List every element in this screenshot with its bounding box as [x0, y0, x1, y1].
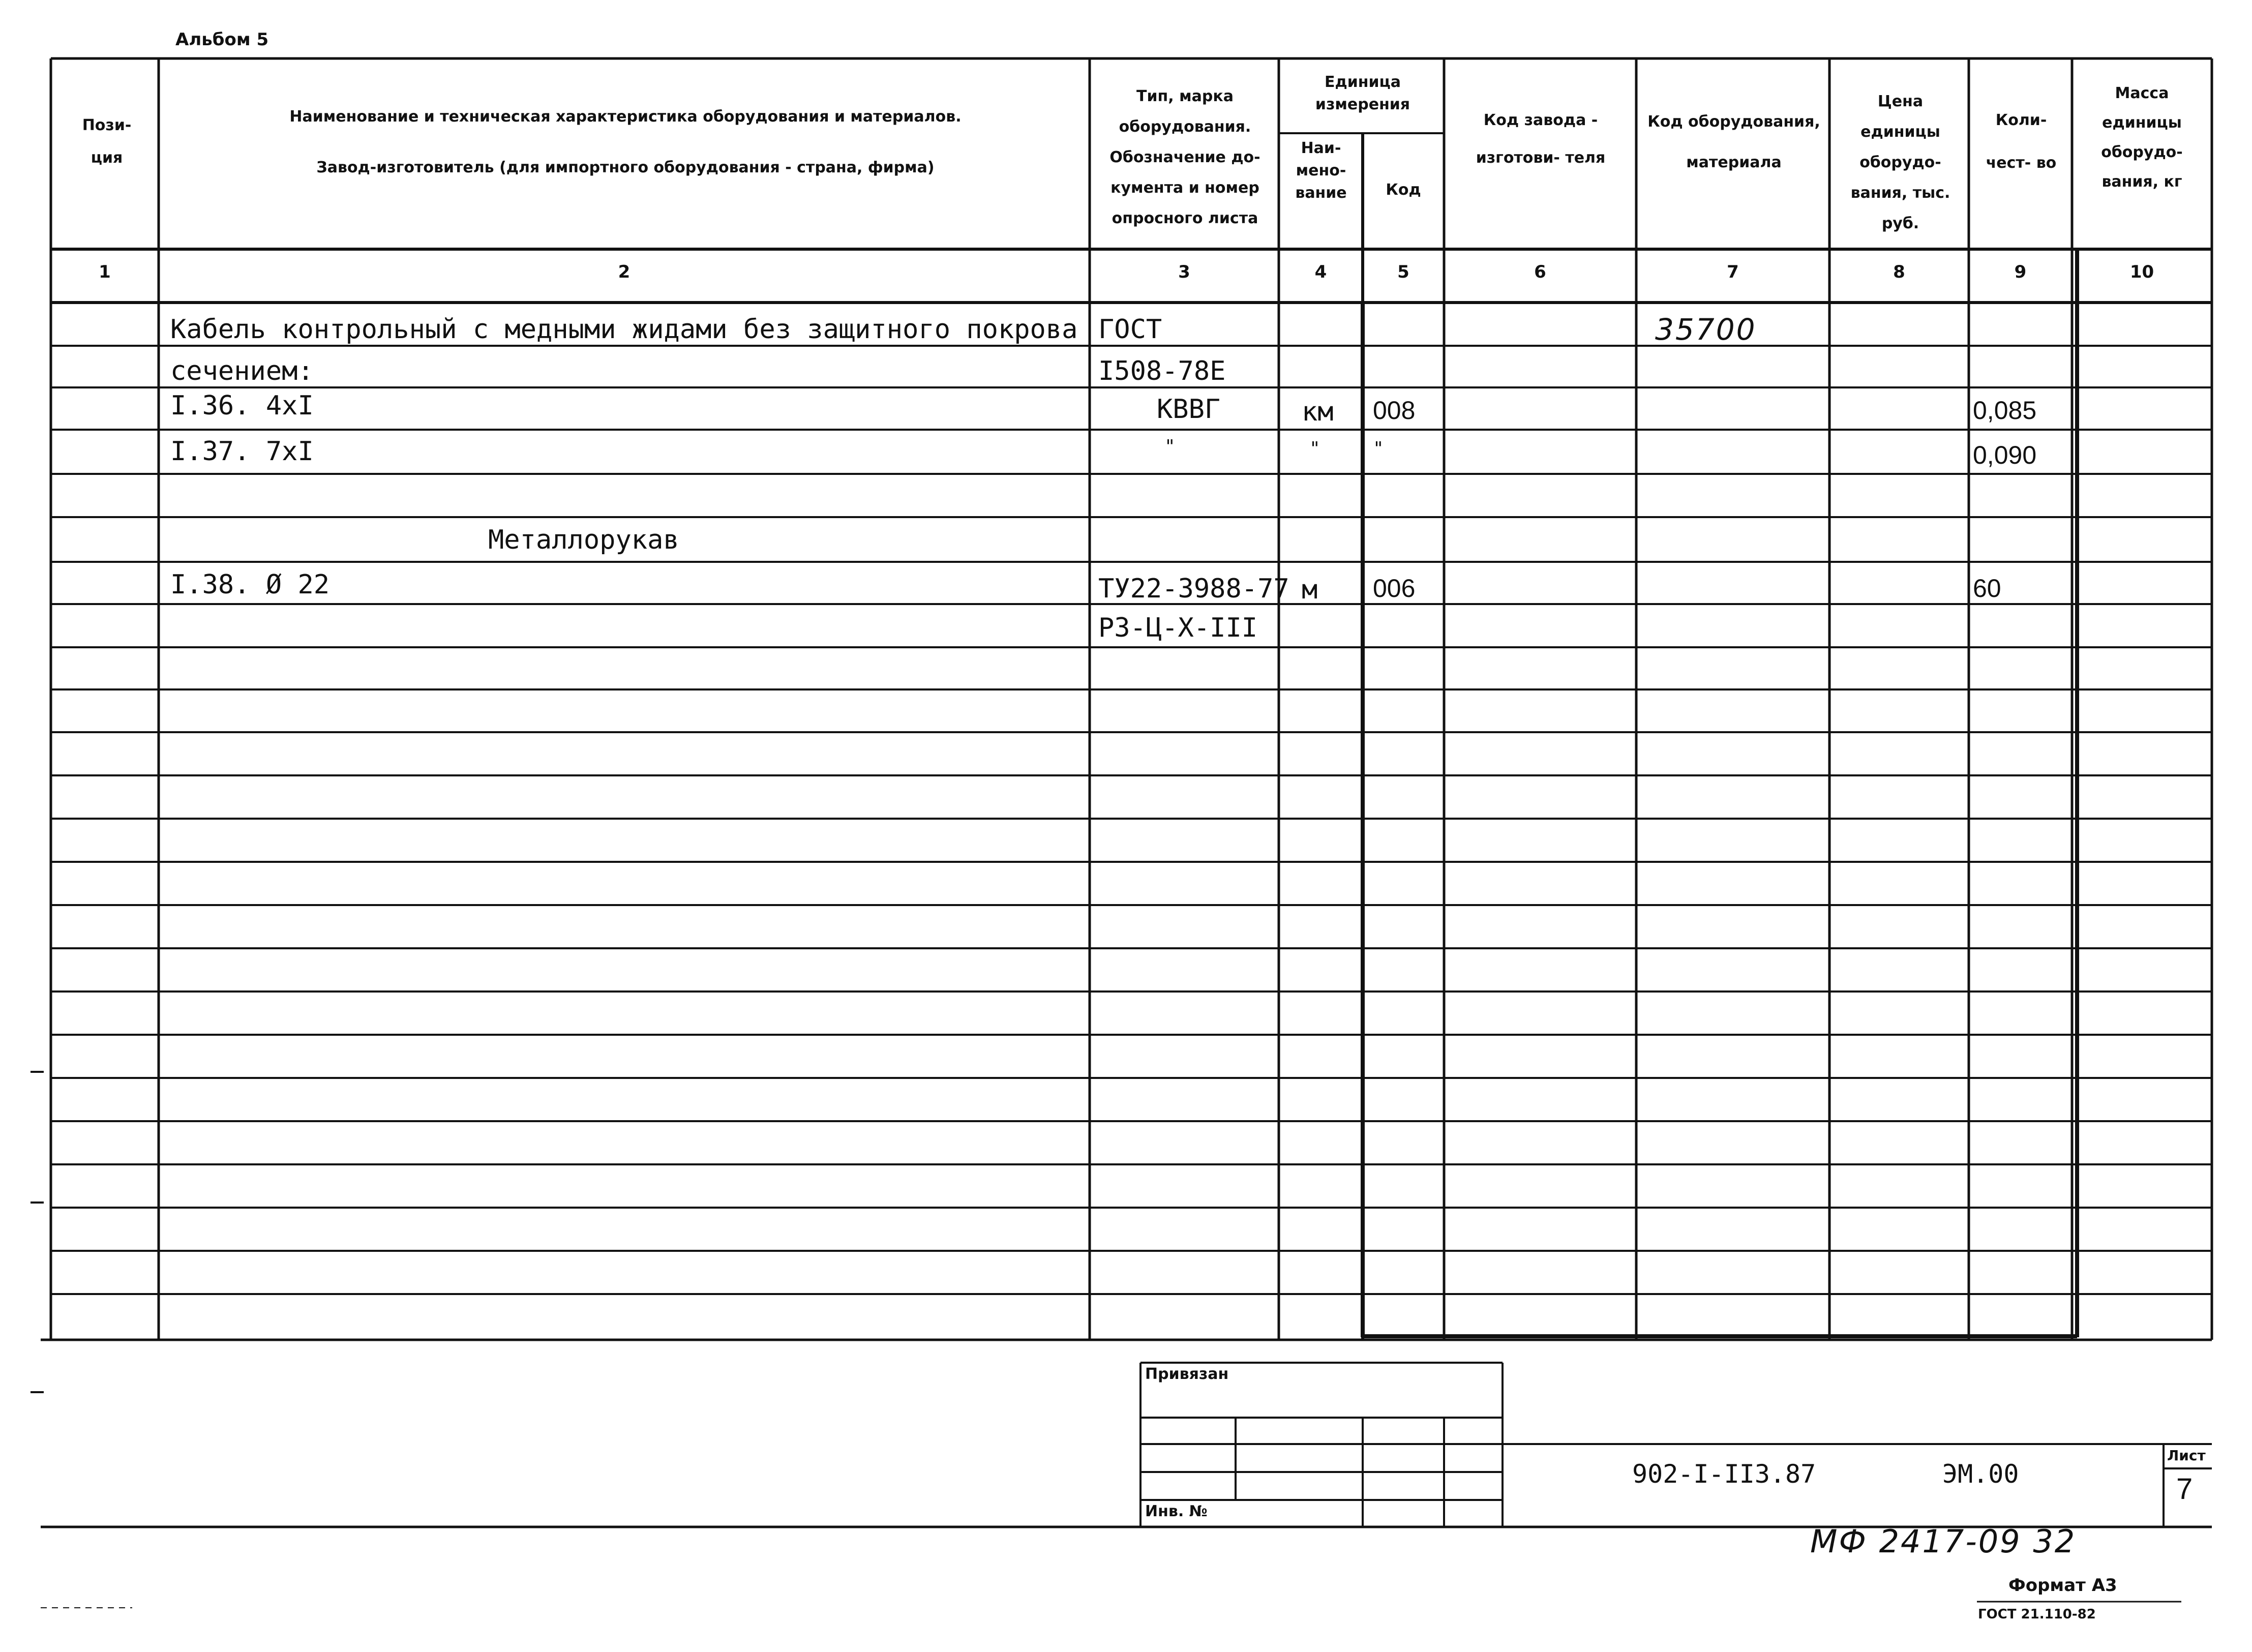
header-type-doc: Тип, марка оборудования. Обозначение до- кумента и номер опросного листа: [1109, 87, 1260, 227]
row-3-unit: км: [1302, 397, 1334, 427]
header-name-line1: Наименование и техническая характеристика оборудования и материалов.: [289, 108, 962, 126]
row-3-name: I.36. 4хI: [170, 391, 314, 421]
colnum-9: 9: [2014, 262, 2027, 282]
row-4-unit-code: ": [1373, 438, 1384, 459]
header-name-line2: Завод-изготовитель (для импортного оборудования - страна, фирма): [316, 159, 935, 176]
row-1-doc: ГОСТ: [1098, 314, 1162, 345]
row-3-doc: КВВГ: [1157, 394, 1221, 425]
colnum-5: 5: [1397, 262, 1409, 282]
row-7-quantity: 60: [1973, 574, 2001, 603]
stamp-document-number: 902-I-II3.87: [1632, 1459, 1816, 1489]
header-position: Пози- ция: [82, 116, 132, 167]
row-7-doc: ТУ22-3988-77: [1098, 574, 1289, 604]
stamp-document-code: ЭМ.00: [1942, 1459, 2019, 1489]
row-6-name: Металлорукав: [488, 525, 679, 555]
row-4-unit: ": [1309, 438, 1320, 459]
header-unit-group: Единица измерения: [1315, 73, 1410, 113]
stamp-privyazan: Привязан: [1145, 1365, 1229, 1383]
stamp-inventory-number: Инв. №: [1145, 1503, 1208, 1520]
row-1-name: Кабель контрольный с медными жидами без защитного покрова: [170, 314, 1078, 345]
colnum-2: 2: [618, 262, 630, 282]
album-label: Альбом 5: [175, 29, 269, 50]
header-unit-name: Наи- мено- вание: [1295, 139, 1347, 202]
row-7-unit: м: [1302, 575, 1318, 605]
colnum-4: 4: [1314, 262, 1327, 282]
row-4-quantity: 0,090: [1973, 441, 2037, 469]
row-3-unit-code: 008: [1373, 396, 1416, 425]
row-7-unit-code: 006: [1373, 574, 1416, 603]
row-2-name: сечением:: [170, 356, 314, 386]
row-7-name: I.38. Ø 22: [170, 569, 330, 600]
header-equipment-code: Код оборудования, материала: [1647, 113, 1820, 171]
row-4-name: I.37. 7хI: [170, 436, 314, 467]
row-1-equipment-code: 35700: [1655, 312, 1757, 347]
colnum-8: 8: [1893, 262, 1905, 282]
header-unit-code: Код: [1386, 181, 1421, 199]
format-label: Формат А3: [2008, 1575, 2117, 1596]
header-unit-price: Цена единицы оборудо- вания, тыс. руб.: [1850, 93, 1950, 232]
row-3-quantity: 0,085: [1973, 396, 2037, 425]
colnum-1: 1: [99, 262, 111, 282]
handwritten-archive-code: МФ 2417-09 32: [1810, 1523, 2077, 1560]
row-4-doc: ": [1164, 436, 1176, 457]
header-quantity: Коли- чест- во: [1986, 111, 2057, 172]
colnum-7: 7: [1727, 262, 1739, 282]
colnum-6: 6: [1534, 262, 1546, 282]
colnum-10: 10: [2129, 262, 2154, 282]
stamp-sheet-number: 7: [2176, 1473, 2193, 1506]
header-unit-mass: Масса единицы оборудо- вания, кг: [2101, 84, 2183, 191]
row-8-doc: РЗ-Ц-Х-III: [1098, 613, 1258, 643]
row-2-doc: I508-78Е: [1098, 356, 1226, 386]
header-factory-code: Код завода - изготови- теля: [1476, 111, 1606, 167]
colnum-3: 3: [1178, 262, 1190, 282]
bottom-gost-label: ГОСТ 21.110-82: [1978, 1607, 2096, 1620]
stamp-sheet-label: Лист: [2167, 1447, 2206, 1464]
